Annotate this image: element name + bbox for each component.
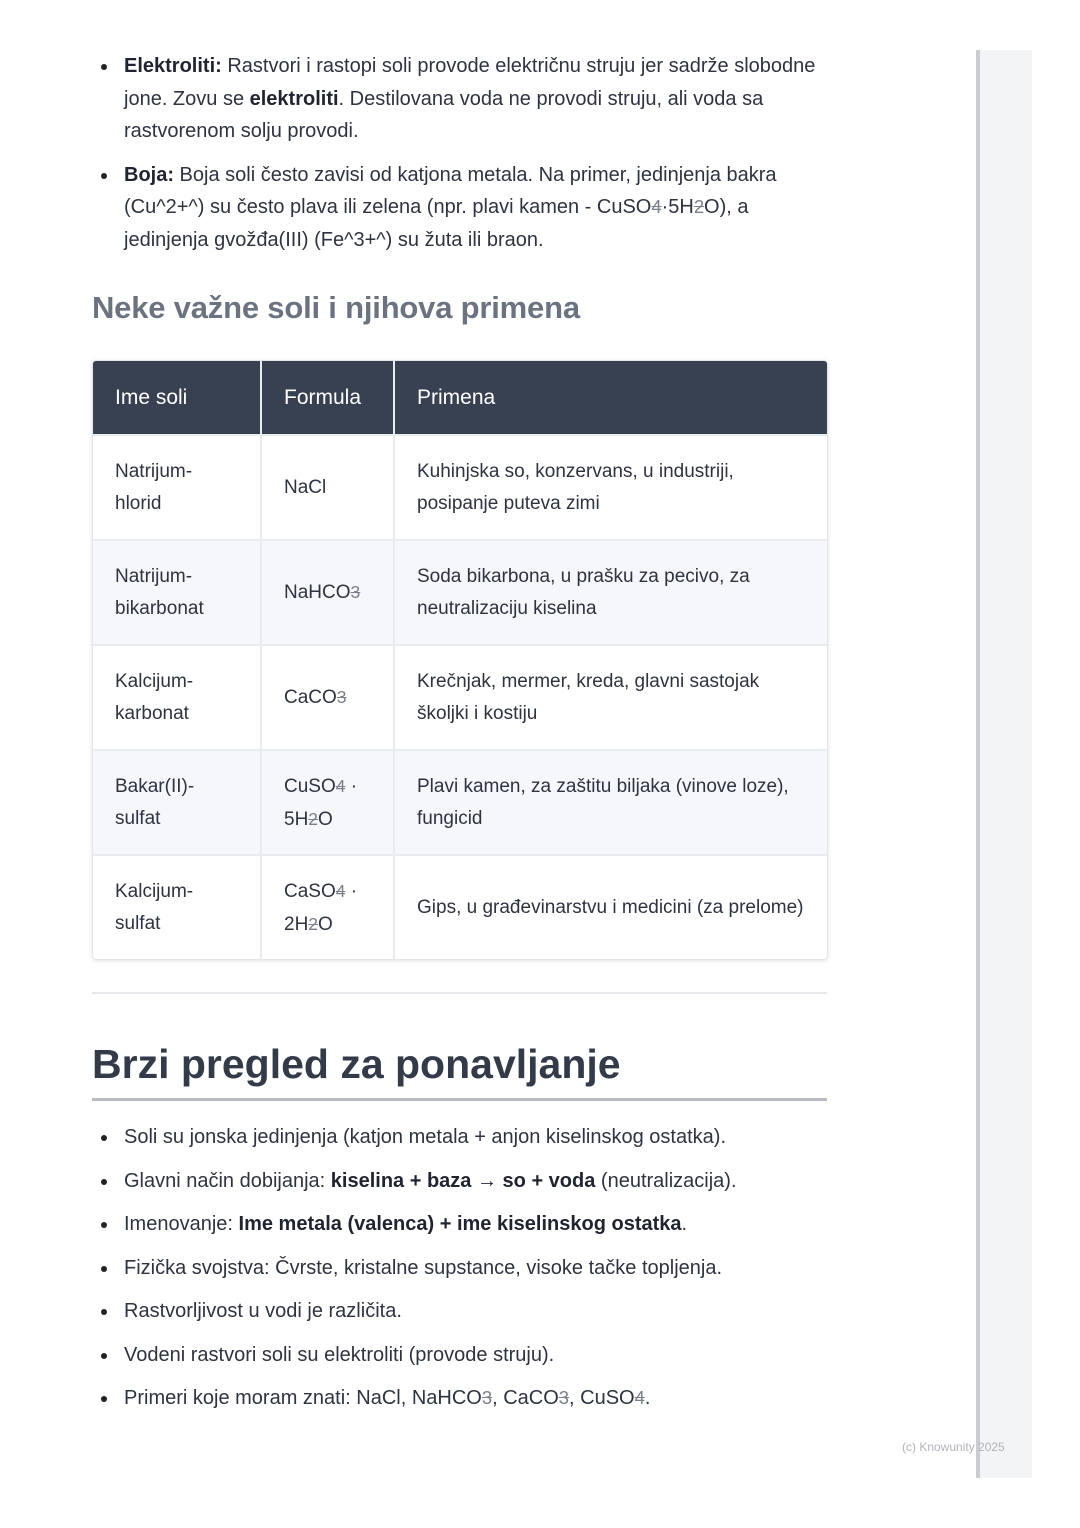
bullet-text: , CuSO bbox=[569, 1387, 635, 1409]
formula-text: · 2H bbox=[284, 880, 358, 935]
subscript: 3 bbox=[481, 1387, 493, 1408]
properties-list bbox=[92, 50, 827, 256]
list-item-elektroliti bbox=[124, 50, 827, 148]
bullet-text: Imenovanje: bbox=[124, 1213, 239, 1235]
bullet-text: . bbox=[681, 1213, 688, 1235]
bullet-text: O), a jedinjenja gvožđa(III) (Fe^3+^) su žuta ili braon. bbox=[124, 196, 749, 251]
bullet-text: ·5H bbox=[661, 196, 694, 218]
subscript: 3 bbox=[558, 1387, 570, 1408]
review-heading: Brzi pregled za ponavljanje bbox=[92, 1038, 827, 1101]
formula-text: O bbox=[318, 808, 333, 830]
cell-formula bbox=[261, 645, 394, 750]
bullet-text: Glavni način dobijanja: bbox=[124, 1169, 331, 1192]
cell-name: Natrijum-hlorid bbox=[93, 435, 261, 540]
document-content bbox=[92, 50, 827, 1426]
list-item: Soli su jonska jedinjenja (katjon metala + anjon kiselinskog ostatka). bbox=[124, 1121, 827, 1154]
table-row bbox=[93, 540, 827, 645]
cell-formula bbox=[261, 435, 394, 540]
side-panel-scrollbar[interactable] bbox=[976, 50, 1032, 1478]
section-divider bbox=[92, 992, 827, 994]
cell-name: Bakar(II)-sulfat bbox=[93, 750, 261, 855]
bullet-text: . Destilovana voda ne provodi struju, ali voda sa rastvorenom solju provodi. bbox=[124, 87, 764, 142]
bullet-text: Rastvori i rastopi soli provode električnu struju jer sadrže slobodne jone. Zovu se bbox=[124, 55, 816, 110]
subscript: 4 bbox=[335, 775, 346, 796]
bullet-text: . bbox=[644, 1387, 651, 1409]
formula-text: NaCl bbox=[284, 476, 327, 498]
bullet-text: Primeri koje moram znati: NaCl, NaHCO bbox=[124, 1387, 482, 1409]
bold-term: Ime metala (valenca) + ime kiselinskog ostatka bbox=[238, 1213, 682, 1235]
cell-use: Kuhinjska so, konzervans, u industriji, posipanje puteva zimi bbox=[394, 435, 827, 540]
bullet-label: Elektroliti: bbox=[124, 55, 222, 77]
formula-text: NaHCO bbox=[284, 582, 351, 603]
cell-use: Soda bikarbona, u prašku za pecivo, za neutralizaciju kiselina bbox=[394, 540, 827, 645]
list-item: Fizička svojstva: Čvrste, kristalne supstance, visoke tačke topljenja. bbox=[124, 1252, 827, 1285]
bold-term: kiselina + baza → so + voda bbox=[330, 1169, 596, 1192]
review-list bbox=[92, 1121, 827, 1415]
formula-text: CaSO bbox=[284, 880, 336, 902]
subscript: 3 bbox=[350, 582, 361, 602]
list-item bbox=[124, 1165, 827, 1198]
bullet-text: Boja soli često zavisi od katjona metala. Na primer, jedinjenja bakra (Cu^2+^) su često plava ili zelena (npr. plavi kamen - CuSO bbox=[124, 163, 777, 218]
bold-term: elektroliti bbox=[249, 87, 339, 110]
subscript: 2 bbox=[308, 808, 319, 829]
cell-formula bbox=[261, 540, 394, 645]
cell-name: Kalcijum-sulfat bbox=[93, 855, 261, 959]
list-item bbox=[124, 1382, 827, 1415]
subscript: 3 bbox=[336, 687, 347, 707]
subscript: 4 bbox=[335, 880, 346, 901]
column-header-formula: Formula bbox=[261, 361, 394, 435]
subscript: 4 bbox=[651, 196, 662, 217]
cell-use: Plavi kamen, za zaštitu biljaka (vinove loze), fungicid bbox=[394, 750, 827, 855]
formula-text: · 5H bbox=[284, 775, 358, 830]
table-row bbox=[93, 645, 827, 750]
bullet-text: , CaCO bbox=[492, 1387, 559, 1409]
copyright-footer: (c) Knowunity 2025 bbox=[902, 1440, 1005, 1454]
subscript: 2 bbox=[308, 913, 319, 934]
cell-use: Krečnjak, mermer, kreda, glavni sastojak školjki i kostiju bbox=[394, 645, 827, 750]
cell-formula bbox=[261, 855, 394, 959]
subscript: 2 bbox=[693, 196, 705, 217]
subscript: 4 bbox=[634, 1387, 645, 1408]
list-item: Rastvorljivost u vodi je različita. bbox=[124, 1295, 827, 1328]
bullet-label: Boja: bbox=[124, 163, 174, 186]
table-header-row bbox=[93, 361, 827, 435]
cell-name: Natrijum-bikarbonat bbox=[93, 540, 261, 645]
bullet-text: (neutralizacija). bbox=[595, 1169, 737, 1192]
list-item-boja bbox=[124, 159, 827, 257]
list-item bbox=[124, 1208, 827, 1241]
list-item: Vodeni rastvori soli su elektroliti (provode struju). bbox=[124, 1339, 827, 1372]
formula-text: CaCO bbox=[284, 687, 337, 708]
table-row bbox=[93, 855, 827, 959]
table-row bbox=[93, 435, 827, 540]
salts-table bbox=[92, 360, 828, 960]
column-header-use: Primena bbox=[394, 361, 827, 435]
table-row bbox=[93, 750, 827, 855]
formula-text: O bbox=[318, 913, 333, 935]
cell-name: Kalcijum-karbonat bbox=[93, 645, 261, 750]
column-header-name: Ime soli bbox=[93, 361, 261, 435]
formula-text: CuSO bbox=[284, 775, 336, 797]
cell-use: Gips, u građevinarstvu i medicini (za prelome) bbox=[394, 855, 827, 959]
section-heading: Neke važne soli i njihova primena bbox=[92, 290, 580, 325]
cell-formula bbox=[261, 750, 394, 855]
